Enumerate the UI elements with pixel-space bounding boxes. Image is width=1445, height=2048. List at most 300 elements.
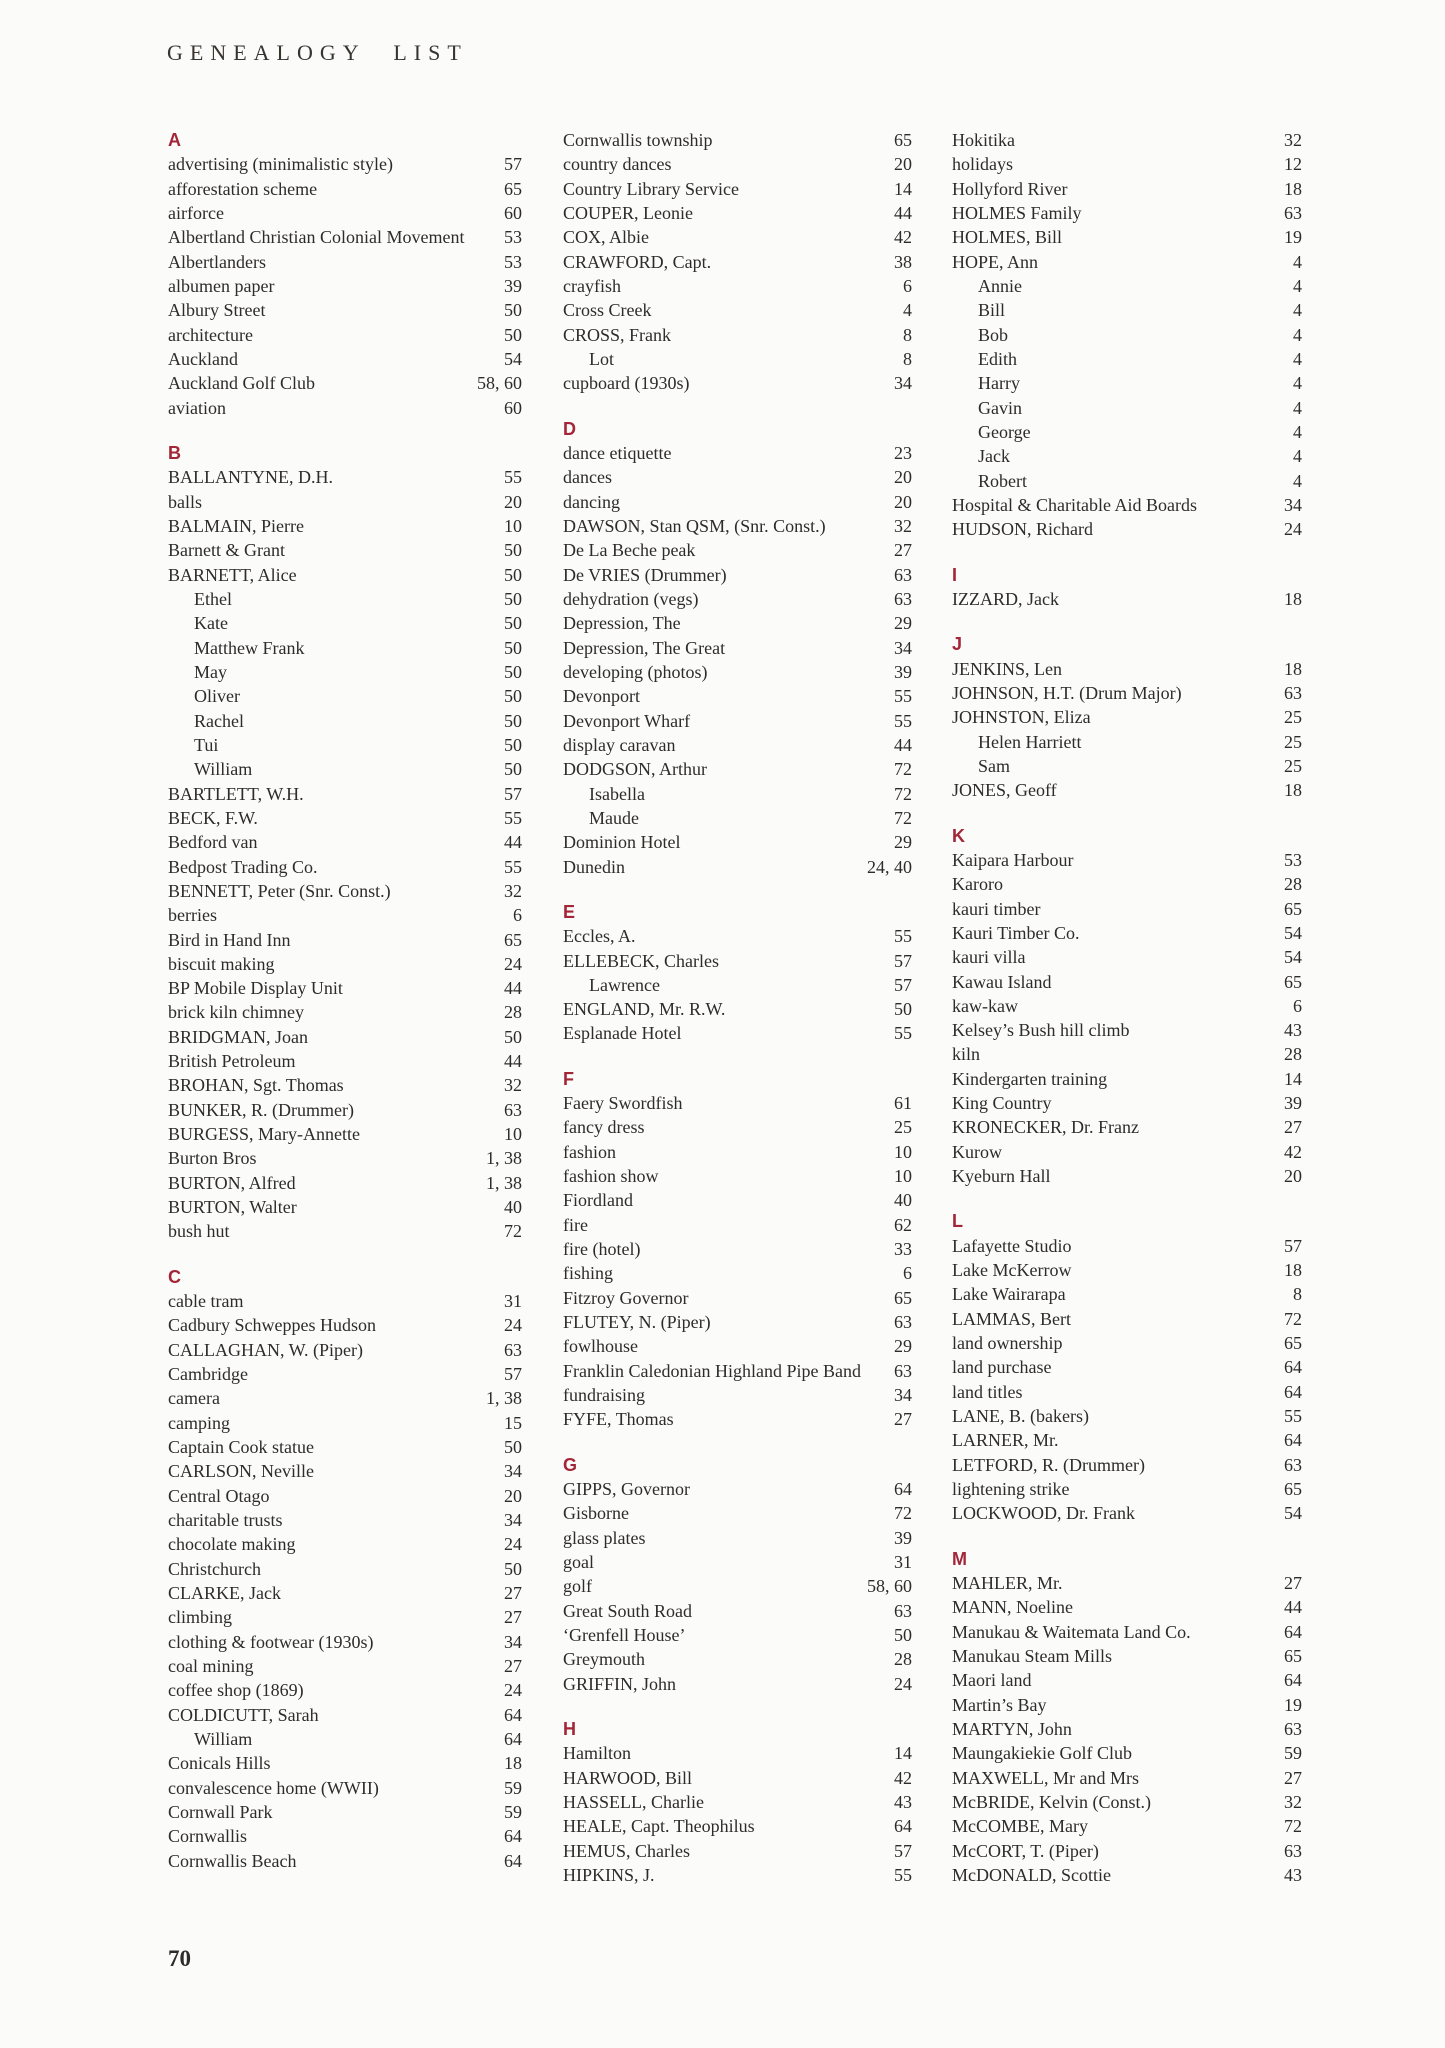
entry-page-number: 43: [1284, 1864, 1302, 1885]
index-entry: [168, 396, 522, 420]
index-entry: [952, 1380, 1302, 1404]
entry-label: architecture: [168, 324, 253, 345]
entry-label: kiln: [952, 1044, 981, 1065]
entry-label: land titles: [952, 1381, 1023, 1402]
entry-page-number: 63: [1284, 202, 1302, 223]
entry-page-number: 57: [894, 974, 912, 995]
entry-label: British Petroleum: [168, 1051, 296, 1072]
entry-page-number: 53: [1284, 849, 1302, 870]
entry-page-number: 29: [894, 832, 912, 853]
entry-page-number: 6: [903, 275, 912, 296]
entry-page-number: 54: [1284, 1503, 1302, 1524]
entry-page-number: 34: [504, 1510, 522, 1531]
index-entry: [563, 1286, 912, 1310]
entry-label: McBRIDE, Kelvin (Const.): [952, 1792, 1151, 1812]
entry-page-number: 53: [504, 251, 522, 272]
index-entry: [168, 1219, 522, 1243]
entry-page-number: 38: [894, 251, 912, 272]
index-entry: [952, 1067, 1302, 1091]
page-title: GENEALOGY LIST: [167, 40, 468, 65]
index-column-1: [168, 128, 522, 1873]
index-section: [952, 128, 1302, 542]
entry-page-number: 44: [504, 832, 522, 853]
entry-label: MAHLER, Mr.: [952, 1573, 1063, 1594]
entry-page-number: 18: [1284, 658, 1302, 679]
entry-page-number: 61: [894, 1093, 912, 1114]
entry-page-number: 63: [504, 1099, 522, 1120]
index-entry: [563, 1188, 912, 1212]
entry-page-number: 72: [894, 1503, 912, 1524]
entry-page-number: 44: [894, 202, 912, 223]
entry-page-number: 18: [1284, 1260, 1302, 1281]
entry-label: Eccles, A.: [563, 926, 636, 947]
entry-page-number: 63: [1284, 682, 1302, 703]
entry-label: Oliver: [194, 686, 240, 707]
section-letter: C: [168, 1266, 181, 1287]
entry-page-number: 55: [504, 467, 522, 488]
entry-label: Captain Cook statue: [168, 1437, 314, 1458]
entry-page-number: 50: [504, 734, 522, 755]
entry-page-number: 27: [894, 1409, 912, 1430]
entry-page-number: 14: [1284, 1068, 1302, 1089]
entry-page-number: 4: [1293, 275, 1302, 296]
entry-label: BENNETT, Peter (Snr. Const.): [168, 880, 391, 901]
entry-page-number: 63: [894, 1312, 912, 1333]
index-entry: [952, 347, 1302, 371]
entry-page-number: 20: [504, 491, 522, 512]
entry-page-number: 64: [504, 1826, 522, 1847]
entry-label: Robert: [978, 470, 1027, 491]
entry-label: developing (photos): [563, 661, 708, 682]
index-entry: [563, 1021, 912, 1045]
index-entry: [168, 1000, 522, 1024]
entry-label: Kurow: [952, 1141, 1002, 1162]
entry-page-number: 72: [894, 807, 912, 828]
entry-label: HARWOOD, Bill: [563, 1767, 693, 1788]
entry-page-number: 63: [1284, 1840, 1302, 1861]
entry-label: DODGSON, Arthur: [563, 759, 707, 780]
entry-page-number: 54: [1284, 922, 1302, 943]
index-entry: [952, 493, 1302, 517]
entry-label: COX, Albie: [563, 227, 650, 248]
entry-page-number: 43: [894, 1792, 912, 1812]
entry-label: Franklin Caledonian Highland Pipe Band: [563, 1360, 861, 1381]
index-entry: [168, 782, 522, 806]
entry-label: MANN, Noeline: [952, 1597, 1073, 1618]
index-entry: [168, 1362, 522, 1386]
entry-label: Maori land: [952, 1670, 1032, 1691]
index-entry: [952, 1620, 1302, 1644]
entry-label: BARNETT, Alice: [168, 564, 297, 585]
entry-label: Bill: [978, 300, 1006, 321]
entry-page-number: 18: [1284, 780, 1302, 801]
index-entry: [563, 1526, 912, 1550]
index-entry: [168, 855, 522, 879]
index-entry: [168, 1824, 522, 1848]
entry-label: COLDICUTT, Sarah: [168, 1704, 319, 1725]
index-entry: [168, 347, 522, 371]
entry-label: MAXWELL, Mr and Mrs: [952, 1767, 1139, 1788]
entry-page-number: 54: [504, 348, 522, 369]
index-entry: [563, 1164, 912, 1188]
index-entry: [563, 1647, 912, 1671]
index-section: [563, 900, 912, 1046]
entry-page-number: 4: [1293, 446, 1302, 467]
index-entry: [952, 469, 1302, 493]
index-entry: [168, 1411, 522, 1435]
index-entry: [563, 660, 912, 684]
entry-page-number: 42: [1284, 1141, 1302, 1162]
entry-label: Hollyford River: [952, 178, 1068, 199]
entry-label: kauri timber: [952, 898, 1041, 919]
entry-label: GIPPS, Governor: [563, 1479, 691, 1500]
entry-label: Fiordland: [563, 1190, 633, 1211]
entry-label: Annie: [978, 275, 1022, 296]
entry-label: King Country: [952, 1093, 1052, 1114]
entry-label: HEALE, Capt. Theophilus: [563, 1816, 755, 1837]
index-entry: [952, 128, 1302, 152]
index-entry: [563, 611, 912, 635]
index-entry: [952, 396, 1302, 420]
entry-page-number: 65: [894, 130, 912, 150]
entry-label: Gisborne: [563, 1503, 629, 1524]
index-section: [168, 441, 522, 1244]
entry-label: display caravan: [563, 734, 676, 755]
index-entry: [952, 517, 1302, 541]
entry-page-number: 50: [504, 710, 522, 731]
index-entry: [168, 1508, 522, 1532]
section-letter: L: [952, 1211, 963, 1232]
entry-page-number: 63: [894, 1360, 912, 1381]
index-entry: [563, 1140, 912, 1164]
entry-label: BROHAN, Sgt. Thomas: [168, 1075, 344, 1096]
index-entry: [563, 274, 912, 298]
entry-page-number: 27: [504, 1656, 522, 1677]
entry-label: Albury Street: [168, 300, 266, 321]
index-entry: [563, 757, 912, 781]
index-entry: [952, 970, 1302, 994]
index-entry: [563, 806, 912, 830]
index-entry: [168, 1313, 522, 1337]
index-entry: [168, 514, 522, 538]
entry-page-number: 64: [504, 1704, 522, 1725]
entry-page-number: 58, 60: [477, 373, 522, 394]
entry-label: fashion show: [563, 1166, 659, 1187]
index-entry: [168, 225, 522, 249]
entry-label: Bird in Hand Inn: [168, 929, 291, 950]
entry-label: fundraising: [563, 1385, 645, 1406]
index-entry: [563, 709, 912, 733]
entry-page-number: 57: [504, 1364, 522, 1385]
index-entry: [168, 1484, 522, 1508]
entry-label: Ethel: [194, 588, 232, 609]
entry-page-number: 57: [894, 1840, 912, 1861]
index-entry: [952, 323, 1302, 347]
entry-page-number: 65: [894, 1287, 912, 1308]
index-entry: [952, 848, 1302, 872]
entry-label: Conicals Hills: [168, 1753, 271, 1774]
index-entry: [563, 1501, 912, 1525]
index-entry: [952, 1258, 1302, 1282]
index-entry: [952, 1042, 1302, 1066]
index-entry: [168, 1049, 522, 1073]
entry-label: Helen Harriett: [978, 731, 1082, 752]
index-entry: [563, 1334, 912, 1358]
index-entry: [563, 924, 912, 948]
index-entry: [168, 709, 522, 733]
entry-page-number: 57: [894, 950, 912, 971]
index-entry: [563, 1574, 912, 1598]
index-entry: [563, 1550, 912, 1574]
entry-label: Kyeburn Hall: [952, 1166, 1051, 1187]
entry-label: George: [978, 421, 1031, 442]
entry-page-number: 24: [504, 1680, 522, 1701]
entry-page-number: 65: [504, 929, 522, 950]
entry-page-number: 72: [504, 1221, 522, 1242]
entry-page-number: 20: [504, 1485, 522, 1506]
entry-label: dancing: [563, 491, 620, 512]
entry-page-number: 50: [504, 613, 522, 634]
entry-page-number: 24, 40: [867, 856, 912, 877]
index-entry: [563, 201, 912, 225]
index-entry: [168, 201, 522, 225]
entry-page-number: 59: [1284, 1743, 1302, 1764]
entry-page-number: 4: [903, 300, 912, 321]
entry-page-number: 58, 60: [867, 1576, 912, 1597]
entry-label: Jack: [978, 446, 1010, 467]
index-entry: [168, 1703, 522, 1727]
index-entry: [952, 1741, 1302, 1765]
entry-page-number: 50: [504, 300, 522, 321]
entry-page-number: 27: [504, 1583, 522, 1604]
entry-label: country dances: [563, 154, 672, 175]
entry-page-number: 64: [1284, 1621, 1302, 1642]
entry-label: Kindergarten training: [952, 1068, 1108, 1089]
index-entry: [168, 660, 522, 684]
entry-page-number: 4: [1293, 348, 1302, 369]
index-section: [952, 1547, 1302, 1888]
entry-label: William: [194, 1729, 253, 1749]
entry-label: Martin’s Bay: [952, 1694, 1047, 1715]
entry-label: kauri villa: [952, 947, 1026, 968]
entry-label: camping: [168, 1412, 230, 1433]
index-entry: [168, 1386, 522, 1410]
index-entry: [952, 1668, 1302, 1692]
entry-label: CALLAGHAN, W. (Piper): [168, 1339, 363, 1360]
entry-page-number: 18: [504, 1753, 522, 1774]
index-entry: [168, 538, 522, 562]
entry-page-number: 27: [504, 1607, 522, 1628]
entry-page-number: 20: [894, 467, 912, 488]
index-entry: [952, 1571, 1302, 1595]
entry-page-number: 39: [1284, 1093, 1302, 1114]
index-entry: [563, 323, 912, 347]
entry-page-number: 44: [504, 978, 522, 999]
entry-label: Dunedin: [563, 856, 625, 877]
entry-page-number: 44: [894, 734, 912, 755]
entry-label: Kaipara Harbour: [952, 849, 1074, 870]
index-entry: [563, 538, 912, 562]
page-number: 70: [168, 1946, 191, 1971]
entry-page-number: 64: [894, 1816, 912, 1837]
entry-page-number: 25: [1284, 707, 1302, 728]
entry-label: DAWSON, Stan QSM, (Snr. Const.): [563, 515, 826, 536]
entry-page-number: 29: [894, 613, 912, 634]
entry-page-number: 63: [1284, 1719, 1302, 1740]
index-entry: [563, 441, 912, 465]
entry-label: Hokitika: [952, 130, 1015, 150]
index-entry: [952, 897, 1302, 921]
entry-label: Fitzroy Governor: [563, 1287, 689, 1308]
entry-page-number: 50: [894, 1625, 912, 1646]
index-entry: [168, 563, 522, 587]
entry-page-number: 20: [1284, 1166, 1302, 1187]
entry-label: CROSS, Frank: [563, 324, 672, 345]
entry-page-number: 72: [894, 759, 912, 780]
entry-page-number: 24: [504, 1315, 522, 1336]
entry-label: HASSELL, Charlie: [563, 1792, 704, 1812]
entry-label: BECK, F.W.: [168, 807, 258, 828]
entry-page-number: 42: [894, 1767, 912, 1788]
entry-label: CRAWFORD, Capt.: [563, 251, 712, 272]
index-entry: [952, 371, 1302, 395]
entry-label: clothing & footwear (1930s): [168, 1631, 374, 1652]
entry-page-number: 50: [504, 564, 522, 585]
index-entry: [952, 225, 1302, 249]
entry-page-number: 50: [504, 637, 522, 658]
index-entry: [168, 1630, 522, 1654]
index-entry: [168, 274, 522, 298]
index-entry: [952, 1282, 1302, 1306]
entry-label: Sam: [978, 755, 1011, 776]
entry-label: Gavin: [978, 397, 1022, 418]
entry-label: Great South Road: [563, 1600, 692, 1621]
entry-label: JENKINS, Len: [952, 658, 1062, 679]
entry-label: BARTLETT, W.H.: [168, 783, 304, 804]
entry-label: fire: [563, 1214, 588, 1235]
entry-page-number: 50: [504, 324, 522, 345]
entry-page-number: 50: [504, 759, 522, 780]
index-entry: [168, 684, 522, 708]
entry-page-number: 64: [1284, 1430, 1302, 1451]
index-entry: [168, 1605, 522, 1629]
entry-page-number: 39: [504, 275, 522, 296]
entry-label: dance etiquette: [563, 442, 672, 463]
entry-label: De La Beche peak: [563, 540, 696, 561]
entry-label: Kelsey’s Bush hill climb: [952, 1020, 1130, 1041]
index-entry: [952, 1863, 1302, 1887]
entry-page-number: 27: [1284, 1573, 1302, 1594]
index-entry: [952, 1018, 1302, 1042]
entry-page-number: 1, 38: [486, 1388, 522, 1409]
index-entry: [563, 490, 912, 514]
index-entry: [563, 1814, 912, 1838]
entry-page-number: 10: [894, 1141, 912, 1162]
entry-page-number: 4: [1293, 300, 1302, 321]
index-entry: [168, 733, 522, 757]
index-entry: [563, 371, 912, 395]
entry-label: golf: [563, 1576, 592, 1597]
index-entry: [563, 1213, 912, 1237]
entry-label: Auckland Golf Club: [168, 373, 315, 394]
index-entry: [563, 733, 912, 757]
entry-label: camera: [168, 1388, 220, 1409]
index-section: [952, 1209, 1302, 1525]
entry-page-number: 25: [1284, 755, 1302, 776]
entry-page-number: 6: [1293, 995, 1302, 1016]
entry-label: Barnett & Grant: [168, 540, 285, 561]
entry-page-number: 28: [894, 1649, 912, 1670]
entry-label: IZZARD, Jack: [952, 588, 1059, 609]
entry-label: LAMMAS, Bert: [952, 1308, 1072, 1329]
section-letter: A: [168, 130, 181, 150]
entry-page-number: 18: [1284, 178, 1302, 199]
entry-page-number: 20: [894, 154, 912, 175]
entry-page-number: 50: [504, 1437, 522, 1458]
index-entry: [168, 371, 522, 395]
index-entry: [952, 1115, 1302, 1139]
entry-page-number: 44: [504, 1051, 522, 1072]
index-entry: [952, 1307, 1302, 1331]
entry-label: glass plates: [563, 1527, 646, 1548]
index-entry: [952, 1595, 1302, 1619]
entry-label: Christchurch: [168, 1558, 261, 1579]
index-entry: [168, 587, 522, 611]
entry-page-number: 72: [1284, 1308, 1302, 1329]
entry-label: bush hut: [168, 1221, 230, 1242]
entry-label: land ownership: [952, 1333, 1063, 1354]
index-entry: [168, 1727, 522, 1751]
entry-label: Bedpost Trading Co.: [168, 856, 318, 877]
entry-page-number: 15: [504, 1412, 522, 1433]
entry-label: HIPKINS, J.: [563, 1864, 655, 1885]
entry-label: charitable trusts: [168, 1510, 283, 1531]
index-entry: [952, 994, 1302, 1018]
entry-page-number: 40: [504, 1197, 522, 1218]
entry-page-number: 57: [504, 783, 522, 804]
entry-label: dances: [563, 467, 612, 488]
entry-label: BURTON, Walter: [168, 1197, 297, 1218]
entry-page-number: 63: [1284, 1454, 1302, 1475]
index-entry: [168, 177, 522, 201]
index-entry: [952, 1644, 1302, 1668]
entry-page-number: 50: [504, 661, 522, 682]
entry-label: Matthew Frank: [194, 637, 305, 658]
entry-page-number: 65: [1284, 971, 1302, 992]
entry-page-number: 32: [894, 515, 912, 536]
entry-page-number: 63: [504, 1339, 522, 1360]
index-entry: [168, 1195, 522, 1219]
index-entry: [952, 1355, 1302, 1379]
entry-label: BUNKER, R. (Drummer): [168, 1099, 354, 1120]
entry-label: Albertlanders: [168, 251, 266, 272]
index-entry: [563, 684, 912, 708]
index-entry: [952, 754, 1302, 778]
entry-page-number: 24: [1284, 519, 1302, 540]
entry-page-number: 24: [504, 953, 522, 974]
entry-page-number: 64: [1284, 1670, 1302, 1691]
index-entry: [952, 1477, 1302, 1501]
index-entry: [952, 1790, 1302, 1814]
entry-page-number: 64: [894, 1479, 912, 1500]
index-entry: [952, 1234, 1302, 1258]
entry-page-number: 6: [903, 1263, 912, 1284]
entry-page-number: 57: [1284, 1235, 1302, 1256]
entry-page-number: 14: [894, 1743, 912, 1764]
entry-label: De VRIES (Drummer): [563, 564, 727, 585]
entry-label: balls: [168, 491, 202, 512]
index-entry: [168, 1800, 522, 1824]
